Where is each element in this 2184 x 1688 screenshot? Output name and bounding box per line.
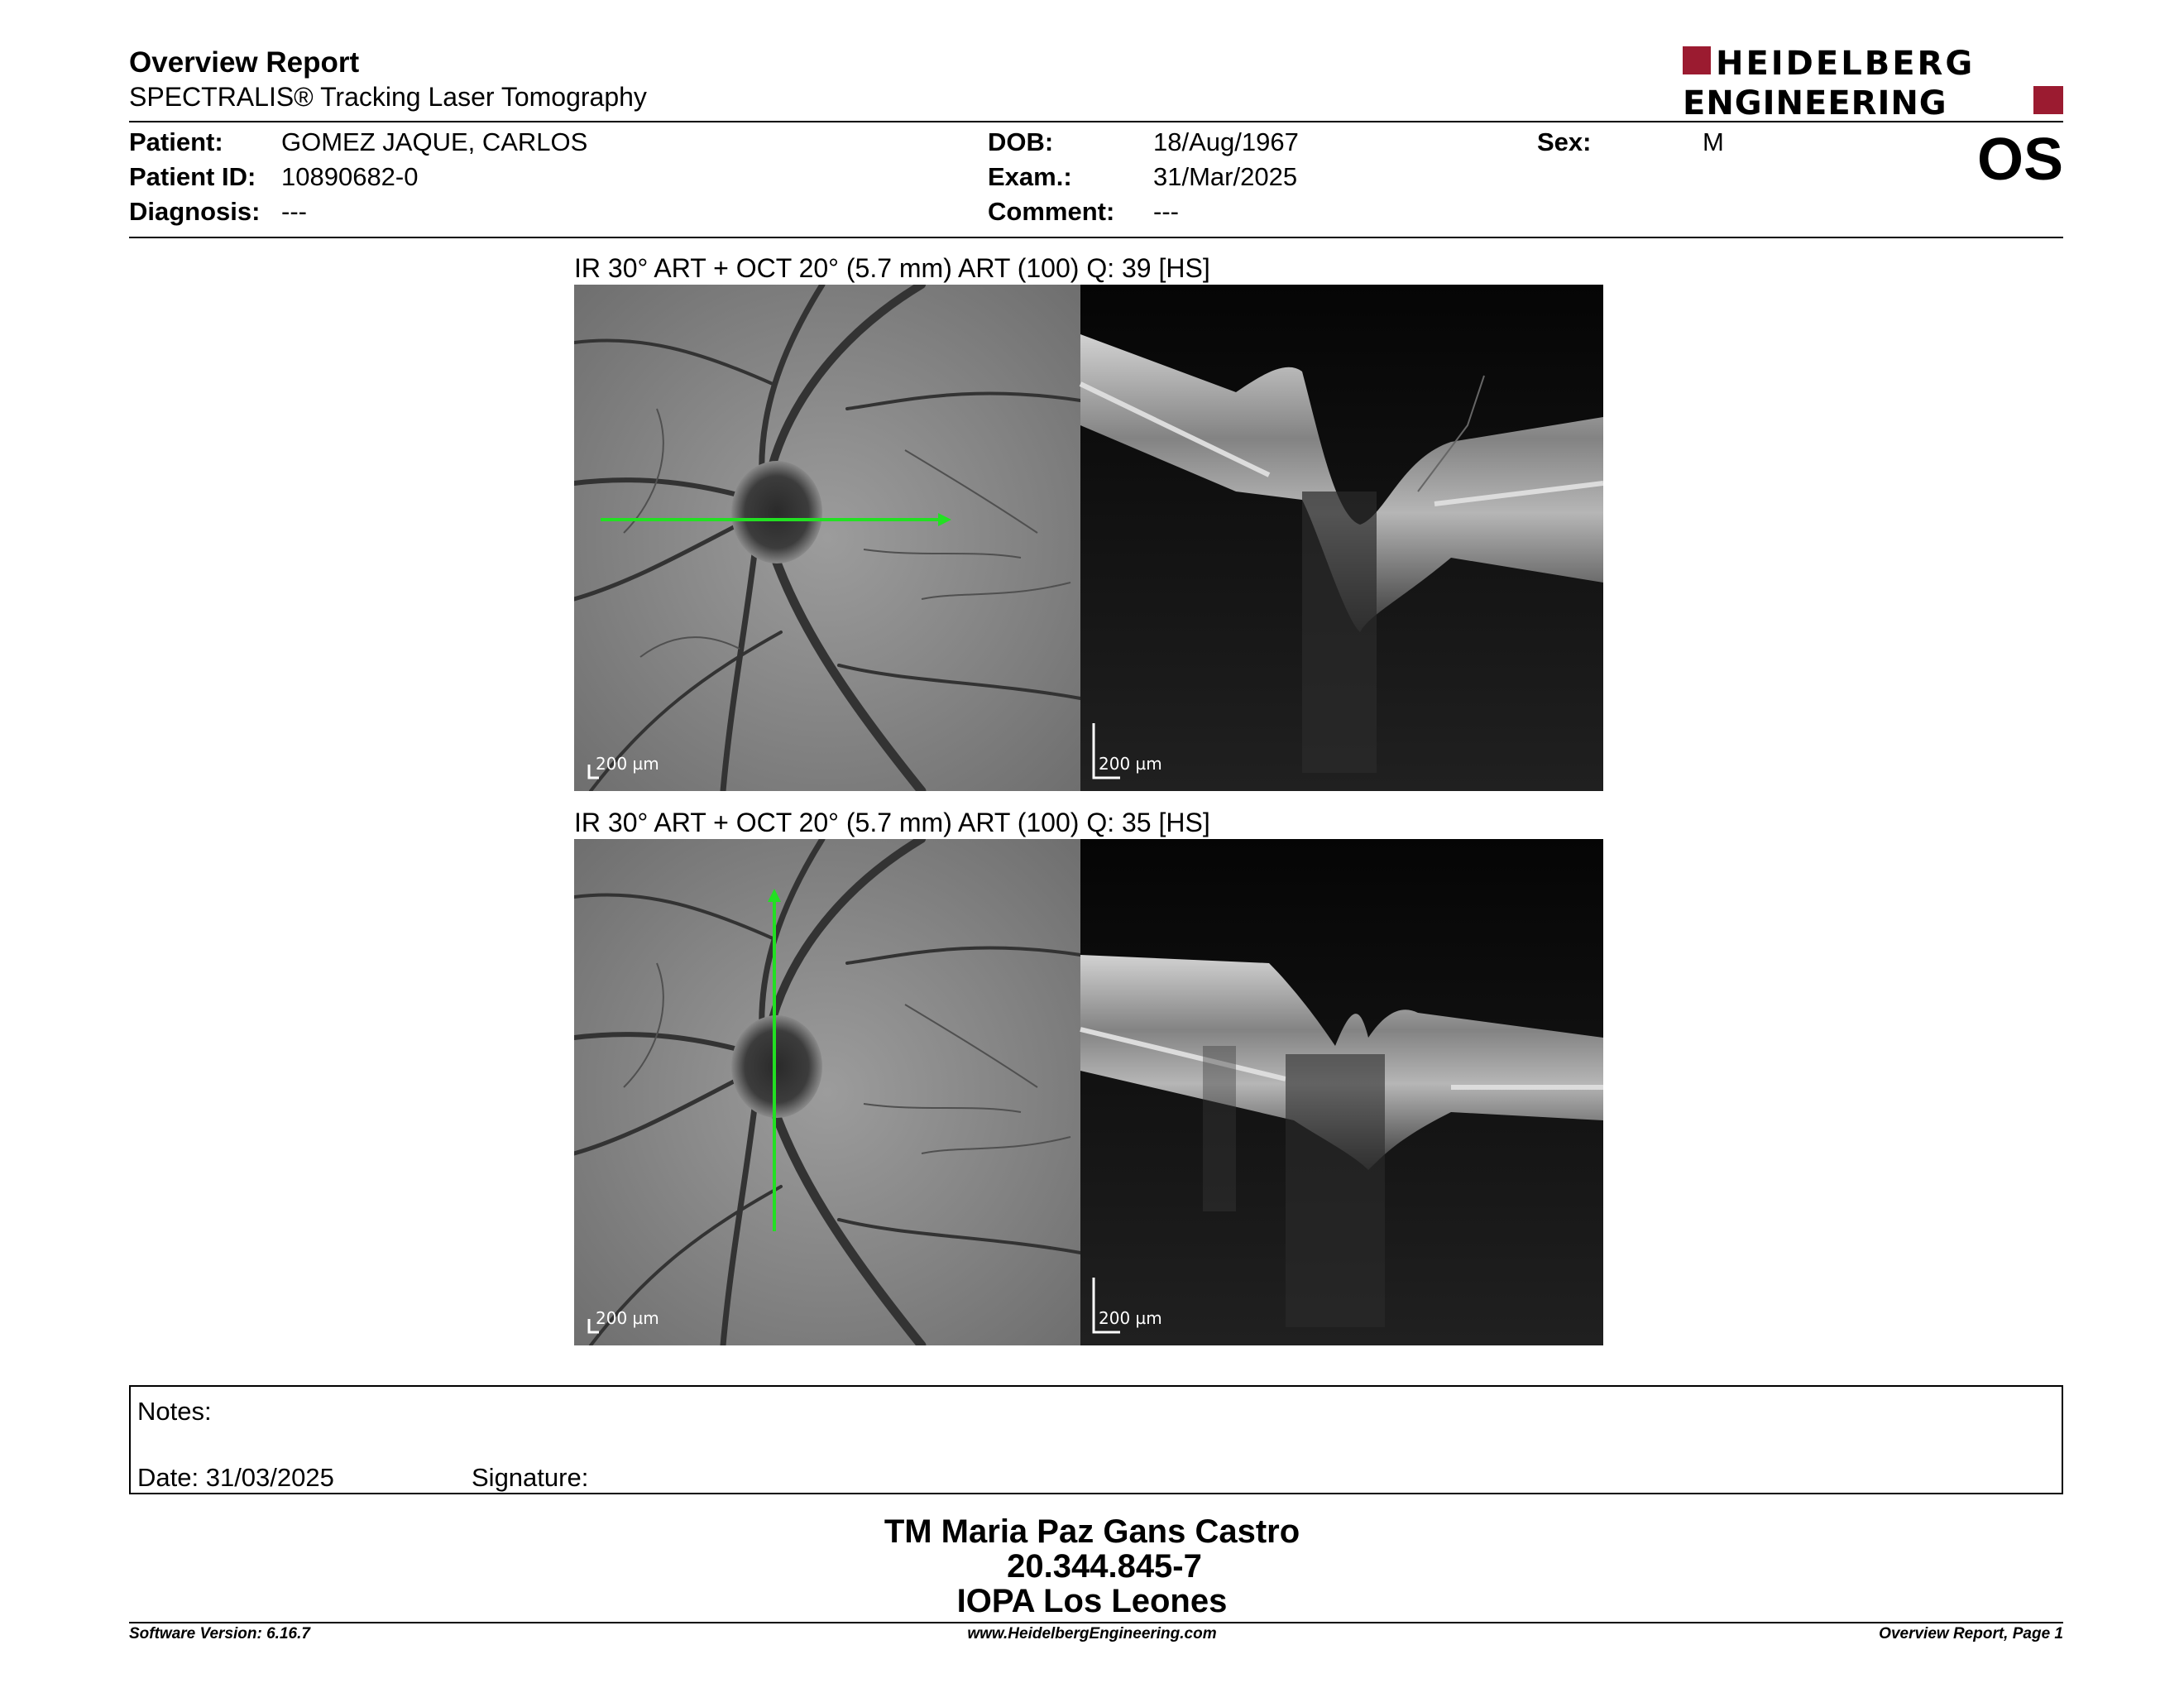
patient-value: GOMEZ JAQUE, CARLOS xyxy=(281,127,588,156)
signature-institution: IOPA Los Leones xyxy=(956,1583,1228,1619)
signature-name: TM Maria Paz Gans Castro xyxy=(884,1513,1300,1550)
ir-scale-1: 200 µm xyxy=(596,754,659,774)
report-title: Overview Report xyxy=(129,46,360,79)
exam-label: Exam.: xyxy=(988,162,1072,191)
patient-id-value: 10890682-0 xyxy=(281,162,419,191)
comment-value: --- xyxy=(1153,197,1179,226)
ir-scale-2: 200 µm xyxy=(596,1308,659,1328)
comment-label: Comment: xyxy=(988,197,1115,226)
notes-box xyxy=(129,1385,2063,1494)
heidelberg-logo xyxy=(1683,45,2063,117)
ir-fundus-image-1 xyxy=(574,285,1080,791)
signature-id: 20.344.845-7 xyxy=(1007,1548,1202,1585)
scan-title-2: IR 30° ART + OCT 20° (5.7 mm) ART (100) Q: 35 [HS] xyxy=(574,808,1210,837)
oct-scale-2: 200 µm xyxy=(1099,1308,1162,1328)
diagnosis-value: --- xyxy=(281,197,307,226)
oct-bscan-image-2 xyxy=(1080,839,1603,1345)
diagnosis-label: Diagnosis: xyxy=(129,197,261,226)
oct-scale-1: 200 µm xyxy=(1099,754,1162,774)
scan-panel-1 xyxy=(574,285,1603,791)
date-label: Date: 31/03/2025 xyxy=(137,1463,334,1492)
dob-label: DOB: xyxy=(988,127,1054,156)
patient-label: Patient: xyxy=(129,127,223,156)
exam-value: 31/Mar/2025 xyxy=(1153,162,1298,191)
patient-id-label: Patient ID: xyxy=(129,162,256,191)
ir-fundus-image-2 xyxy=(574,839,1080,1345)
report-subtitle: SPECTRALIS® Tracking Laser Tomography xyxy=(129,82,647,112)
footer-page: Overview Report, Page 1 xyxy=(1879,1625,2063,1642)
sex-value: M xyxy=(1703,127,1724,156)
logo-line1: HEIDELBERG xyxy=(1716,45,1976,83)
footer-software-version: Software Version: 6.16.7 xyxy=(129,1625,310,1642)
notes-label: Notes: xyxy=(137,1397,212,1426)
oct-bscan-image-1 xyxy=(1080,285,1603,791)
footer-rule xyxy=(129,1622,2063,1623)
logo-line2: ENGINEERING xyxy=(1683,84,1947,117)
eye-indicator: OS xyxy=(1977,127,2064,193)
scan-panel-2 xyxy=(574,839,1603,1345)
patient-rule xyxy=(129,237,2063,238)
dob-value: 18/Aug/1967 xyxy=(1153,127,1299,156)
scan-title-1: IR 30° ART + OCT 20° (5.7 mm) ART (100) Q: 39 [HS] xyxy=(574,253,1210,283)
signature-label: Signature: xyxy=(472,1463,589,1492)
header-rule xyxy=(129,121,2063,122)
footer-website[interactable]: www.HeidelbergEngineering.com xyxy=(967,1625,1217,1642)
sex-label: Sex: xyxy=(1537,127,1592,156)
